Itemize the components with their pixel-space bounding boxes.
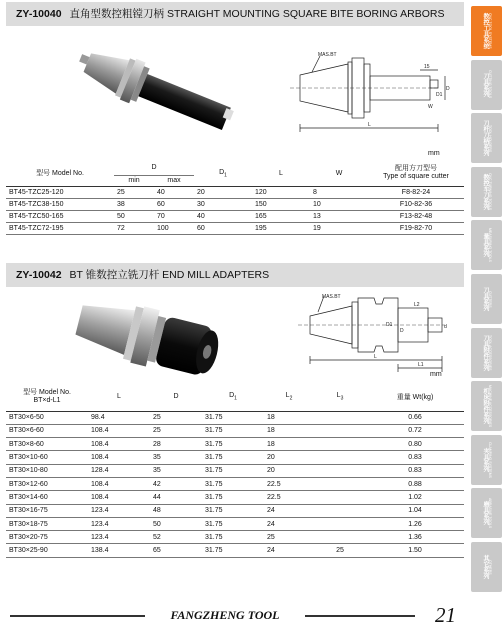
cell: 20	[264, 451, 314, 464]
side-tab-label-en: TOOL ACCESSORIES	[488, 334, 492, 371]
cell: 25	[314, 544, 366, 557]
side-tab-label-en: ABRASIVE TOOLS	[488, 498, 492, 529]
cell: 35	[150, 451, 202, 464]
cell: 13	[310, 210, 368, 222]
cell	[314, 477, 366, 490]
cell: BT30×6-50	[6, 411, 88, 424]
section-title: 直角型数控粗镗刀柄 STRAIGHT MOUNTING SQUARE BITE BORING ARBORS	[69, 8, 445, 20]
col-l3: $L_3$	[314, 383, 366, 411]
cell: 31.75	[202, 491, 264, 504]
cell	[314, 424, 366, 437]
cell: 31.75	[202, 544, 264, 557]
cell: 31.75	[202, 438, 264, 451]
col-d: D	[114, 161, 194, 175]
drawing-label-l: L	[374, 354, 377, 360]
side-tab-label: 数控工具系统	[482, 13, 488, 49]
cell: BT45-TZC72-195	[6, 222, 114, 234]
cell: 31.75	[202, 517, 264, 530]
cell: BT45-TZC38-150	[6, 198, 114, 210]
page-number: 21	[435, 603, 456, 627]
cell: 108.4	[88, 424, 150, 437]
cell: BT45-TZC50-165	[6, 210, 114, 222]
cell: BT30×8-60	[6, 438, 88, 451]
cell: 22.5	[264, 491, 314, 504]
cell: 50	[150, 517, 202, 530]
side-tab-4[interactable]	[471, 167, 502, 217]
col-model: 型号 Model No. BT×d-L1	[6, 383, 88, 411]
drawing-label-mas: MAS.BT	[318, 52, 337, 58]
cell: 0.83	[366, 451, 464, 464]
side-tab-label: 机床附件系列	[482, 388, 488, 425]
cell: 18	[264, 438, 314, 451]
drawing-label-15: 15	[424, 64, 430, 70]
cell: 72	[114, 222, 154, 234]
cell: 31.75	[202, 411, 264, 424]
side-tab-1[interactable]	[471, 6, 502, 56]
drawing-label-l2: L2	[414, 302, 420, 308]
cell: 0.80	[366, 438, 464, 451]
drawing-label-d: d	[444, 324, 447, 330]
cell: 18	[264, 424, 314, 437]
cell: 108.4	[88, 491, 150, 504]
side-tab-3[interactable]	[471, 113, 502, 163]
side-tab-label-en: CUTTERS	[488, 290, 492, 308]
table-row	[6, 531, 464, 544]
side-tab-label: 磨具系列	[482, 501, 488, 526]
side-tab-label: 刀具系列	[482, 287, 488, 311]
cell: 40	[154, 186, 194, 198]
col-d-max: max	[154, 175, 194, 186]
side-tab-label: 刀杆刀柄系列	[482, 120, 488, 157]
cell: 10	[310, 198, 368, 210]
cell: 8	[310, 186, 368, 198]
col-weight: 重量 Wt(kg)	[366, 383, 464, 411]
cell: 123.4	[88, 517, 150, 530]
side-tab-10[interactable]	[471, 488, 502, 538]
cell: 31.75	[202, 504, 264, 517]
table-row	[6, 451, 464, 464]
cell: 25	[150, 411, 202, 424]
footer-rule-left	[10, 615, 145, 617]
brand-name: FANGZHENG TOOL	[170, 608, 280, 622]
table-row	[6, 424, 464, 437]
cell	[314, 451, 366, 464]
boring-arbor-table	[6, 161, 464, 235]
cell: 1.04	[366, 504, 464, 517]
cell: 20	[264, 464, 314, 477]
section-code: ZY-10040	[16, 8, 62, 20]
cell	[314, 438, 366, 451]
cell	[314, 491, 366, 504]
unit-label-2: mm	[430, 371, 442, 378]
cell: 1.50	[366, 544, 464, 557]
drawing-label-d1: D1	[386, 322, 393, 328]
side-tab-label-en: CLAMPING SYSTEMS	[488, 441, 492, 478]
table-row	[6, 544, 464, 557]
boring-arbor-icon	[60, 40, 250, 140]
side-tab-label: 其它系列	[482, 555, 488, 579]
footer-rule-right	[305, 615, 415, 617]
cell: 60	[154, 198, 194, 210]
cell: 108.4	[88, 477, 150, 490]
col-d1: $D_1$	[202, 383, 264, 411]
cell: 138.4	[88, 544, 150, 557]
cell: 24	[264, 517, 314, 530]
table-row	[6, 198, 464, 210]
cell: BT30×6-60	[6, 424, 88, 437]
drawing-label-l: L	[368, 122, 371, 128]
side-tab-11[interactable]	[471, 542, 502, 592]
col-l: L	[252, 161, 310, 186]
cell: 123.4	[88, 531, 150, 544]
drawing-label-w: W	[428, 104, 433, 110]
col-d-min: min	[114, 175, 154, 186]
side-tab-label-en: CUTTING TOOLS	[488, 70, 492, 99]
cell: 48	[150, 504, 202, 517]
cell: 31.75	[202, 477, 264, 490]
table-row	[6, 210, 464, 222]
cell: BT30×12-60	[6, 477, 88, 490]
cell: 22.5	[264, 477, 314, 490]
cell: 31.75	[202, 451, 264, 464]
cell: 98.4	[88, 411, 150, 424]
side-tab-6[interactable]	[471, 274, 502, 324]
cell: 108.4	[88, 438, 150, 451]
cell: 30	[194, 198, 252, 210]
end-mill-adapter-drawing	[290, 292, 450, 380]
cell: 25	[150, 424, 202, 437]
section-code: ZY-10042	[16, 269, 62, 281]
cell: 165	[252, 210, 310, 222]
col-cutter: 配用方刀型号 Type of square cutter	[368, 161, 464, 186]
cell: 25	[114, 186, 154, 198]
cell: 108.4	[88, 451, 150, 464]
cell: 31.75	[202, 531, 264, 544]
cell: 38	[114, 198, 154, 210]
table-row	[6, 464, 464, 477]
cell: 128.4	[88, 464, 150, 477]
cell: 31.75	[202, 424, 264, 437]
cell: 42	[150, 477, 202, 490]
drawing-label-l1: L1	[418, 362, 424, 368]
side-tab-strip	[471, 6, 502, 596]
end-mill-adapter-icon	[70, 298, 240, 386]
side-tab-label: 数控车刀系列	[482, 173, 488, 210]
cell: 195	[252, 222, 310, 234]
cell: 31.75	[202, 464, 264, 477]
cell: BT30×20-75	[6, 531, 88, 544]
cell: BT30×16-75	[6, 504, 88, 517]
page-footer	[0, 603, 466, 628]
section-header-zy10040	[6, 2, 464, 26]
cell: BT30×18-75	[6, 517, 88, 530]
table-row	[6, 411, 464, 424]
cell: F13-82-48	[368, 210, 464, 222]
cell: 20	[194, 186, 252, 198]
side-tab-label-en: CNC TOOL SYSTEMS	[488, 13, 492, 49]
cell: 0.88	[366, 477, 464, 490]
side-tab-2[interactable]	[471, 60, 502, 110]
col-d: D	[150, 383, 202, 411]
unit-label-1: mm	[428, 150, 440, 157]
side-tab-label-en: TOOL HOLDERS	[488, 124, 492, 152]
cell: 65	[150, 544, 202, 557]
cell: 60	[194, 222, 252, 234]
side-tab-label-en: CNC TURNING TOOLS	[488, 173, 492, 211]
cell: 1.26	[366, 517, 464, 530]
side-tab-label: 夹具系列	[482, 447, 488, 472]
drawing-label-d1: D1	[436, 92, 443, 98]
cell: 70	[154, 210, 194, 222]
side-tab-label-en: OTHERS	[488, 559, 492, 575]
side-tab-label: 刀具系列	[482, 72, 488, 97]
col-model: 型号 Model No.	[6, 161, 114, 186]
col-l2: $L_2$	[264, 383, 314, 411]
table-row	[6, 438, 464, 451]
cell: BT30×10-60	[6, 451, 88, 464]
cell: 120	[252, 186, 310, 198]
section-header-zy10042	[6, 263, 464, 287]
cell: 123.4	[88, 504, 150, 517]
side-tab-8[interactable]	[471, 381, 502, 431]
cell: BT45-TZC25-120	[6, 186, 114, 198]
drawing-label-mas: MAS.BT	[322, 294, 341, 300]
cell: 50	[114, 210, 154, 222]
cell: 24	[264, 504, 314, 517]
boring-arbor-drawing	[290, 50, 450, 150]
table-row	[6, 477, 464, 490]
side-tab-9[interactable]	[471, 435, 502, 485]
cell	[314, 504, 366, 517]
cell	[314, 411, 366, 424]
side-tab-5[interactable]	[471, 220, 502, 270]
cell: 19	[310, 222, 368, 234]
side-tab-label-en: MEASURING TOOLS	[488, 228, 492, 263]
cell	[314, 531, 366, 544]
cell: 52	[150, 531, 202, 544]
cell: F10-82-36	[368, 198, 464, 210]
end-mill-adapter-table	[6, 383, 464, 558]
cell: 18	[264, 411, 314, 424]
col-d1: $D_1$	[194, 161, 252, 186]
table-row	[6, 517, 464, 530]
cell: BT30×25-90	[6, 544, 88, 557]
cell: 24	[264, 544, 314, 557]
cell: F19-82-70	[368, 222, 464, 234]
side-tab-label-en: MACHINE ACCESSORIES	[488, 385, 492, 428]
side-tab-label: 刀具附件系列	[482, 334, 488, 371]
col-w: W	[310, 161, 368, 186]
table-row	[6, 222, 464, 234]
cell: 40	[194, 210, 252, 222]
cell: 150	[252, 198, 310, 210]
cell: 1.36	[366, 531, 464, 544]
cell: BT30×14-60	[6, 491, 88, 504]
cell: 28	[150, 438, 202, 451]
table-row	[6, 186, 464, 198]
cell: 100	[154, 222, 194, 234]
col-l: L	[88, 383, 150, 411]
cell: 44	[150, 491, 202, 504]
cell: 35	[150, 464, 202, 477]
side-tab-label: 量具系列	[482, 233, 488, 258]
side-tab-7[interactable]	[471, 328, 502, 378]
cell	[314, 517, 366, 530]
table-row	[6, 504, 464, 517]
drawing-label-d: D	[446, 86, 450, 92]
cell: BT30×10-80	[6, 464, 88, 477]
cell: 0.72	[366, 424, 464, 437]
drawing-label-D: D	[400, 328, 404, 334]
cell	[314, 464, 366, 477]
cell: 0.66	[366, 411, 464, 424]
cell: 0.83	[366, 464, 464, 477]
section-title: BT 锥数控立铣刀杆 END MILL ADAPTERS	[69, 269, 270, 281]
table-row	[6, 491, 464, 504]
cell: 1.02	[366, 491, 464, 504]
cell: F8-82-24	[368, 186, 464, 198]
cell: 25	[264, 531, 314, 544]
